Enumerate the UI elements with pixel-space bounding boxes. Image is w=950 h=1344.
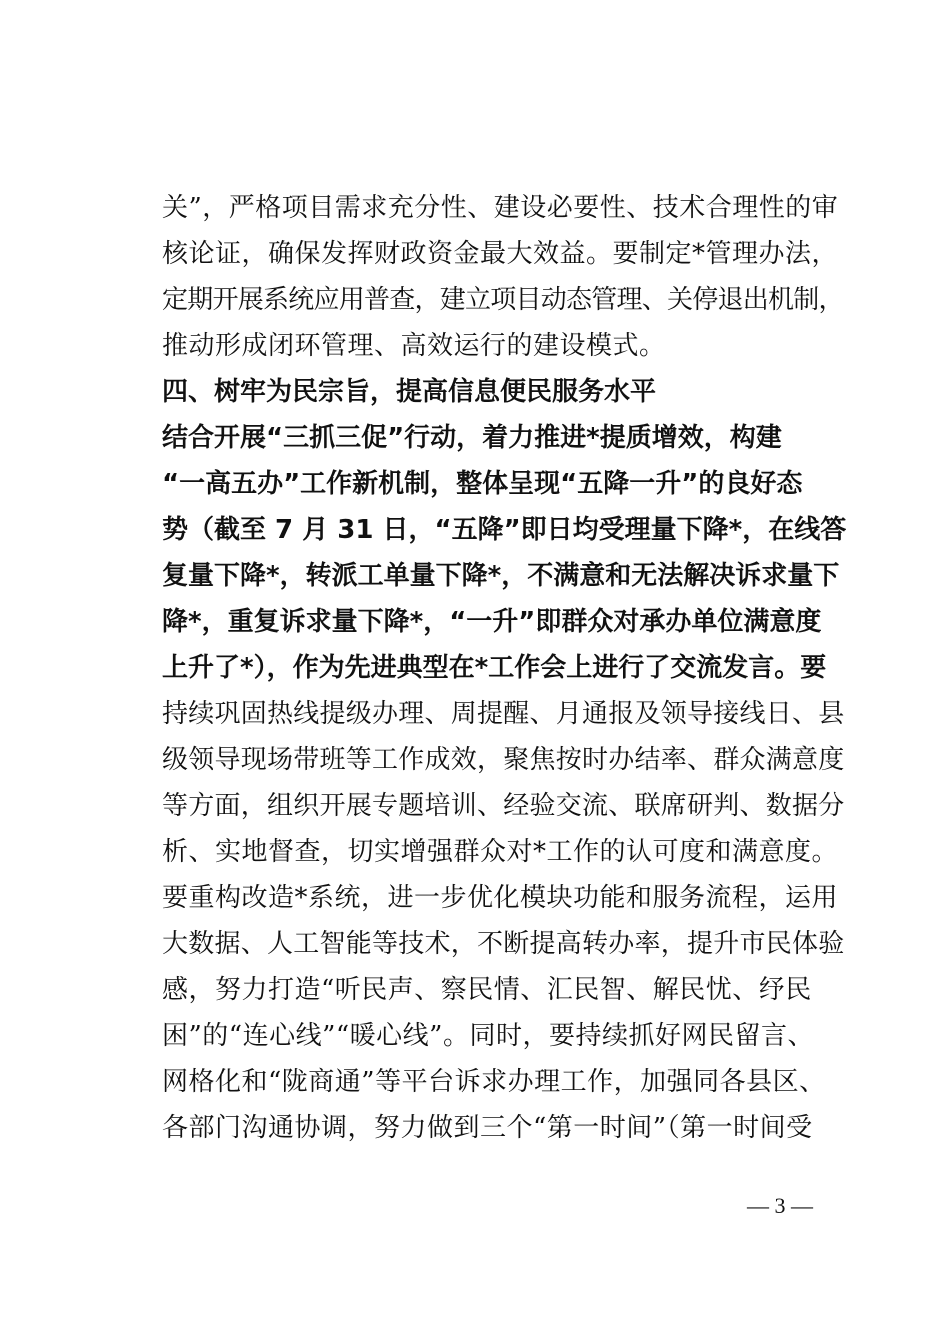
bold-text-line: “一高五办”工作新机制，整体呈现“五降一升”的良好态 bbox=[162, 469, 803, 499]
body-text-line: 推动形成闭环管理、高效运行的建设模式。 bbox=[162, 331, 666, 361]
body-text-line: 级领导现场带班等工作成效，聚焦按时办结率、群众满意度 bbox=[162, 745, 845, 775]
body-text-line: 持续巩固热线提级办理、周提醒、月通报及领导接线日、县 bbox=[162, 699, 845, 729]
body-text-line: 大数据、人工智能等技术，不断提高转办率，提升市民体验 bbox=[162, 929, 845, 959]
bold-text-line: 复量下降*，转派工单量下降*，不满意和无法解决诉求量下 bbox=[162, 561, 840, 591]
bold-text-line: 上升了*），作为先进典型在*工作会上进行了交流发言。要 bbox=[162, 653, 827, 683]
page-number: — 3 — bbox=[747, 1193, 813, 1218]
body-text-line: 等方面，组织开展专题培训、经验交流、联席研判、数据分 bbox=[162, 791, 845, 821]
bold-text-line: 结合开展“三抓三促”行动，着力推进*提质增效，构建 bbox=[162, 423, 782, 453]
bold-text-line: 降*，重复诉求量下降*，“一升”即群众对承办单位满意度 bbox=[162, 607, 822, 637]
body-text-line: 要重构改造*系统，进一步优化模块功能和服务流程，运用 bbox=[162, 883, 839, 913]
body-text-line: 感，努力打造“听民声、察民情、汇民智、解民忧、纾民 bbox=[162, 975, 812, 1005]
body-text-line: 核论证，确保发挥财政资金最大效益。要制定*管理办法， bbox=[162, 239, 839, 269]
section-heading: 四、树牢为民宗旨，提高信息便民服务水平 bbox=[162, 377, 657, 407]
body-text-line: 网格化和“陇商通”等平台诉求办理工作，加强同各县区、 bbox=[162, 1067, 826, 1097]
body-text-line: 定期开展系统应用普查，建立项目动态管理、关停退出机制， bbox=[162, 285, 844, 315]
body-text-line: 关”，严格项目需求充分性、建设必要性、技术合理性的审 bbox=[162, 193, 839, 223]
body-text-line: 各部门沟通协调，努力做到三个“第一时间”（第一时间受 bbox=[162, 1113, 813, 1143]
body-text-line: 析、实地督查，切实增强群众对*工作的认可度和满意度。 bbox=[162, 837, 839, 867]
bold-text-line: 势（截至 7 月 31 日，“五降”即日均受理量下降*，在线答 bbox=[162, 515, 847, 545]
body-text-line: 困”的“连心线”“暖心线”。同时，要持续抓好网民留言、 bbox=[162, 1021, 814, 1051]
